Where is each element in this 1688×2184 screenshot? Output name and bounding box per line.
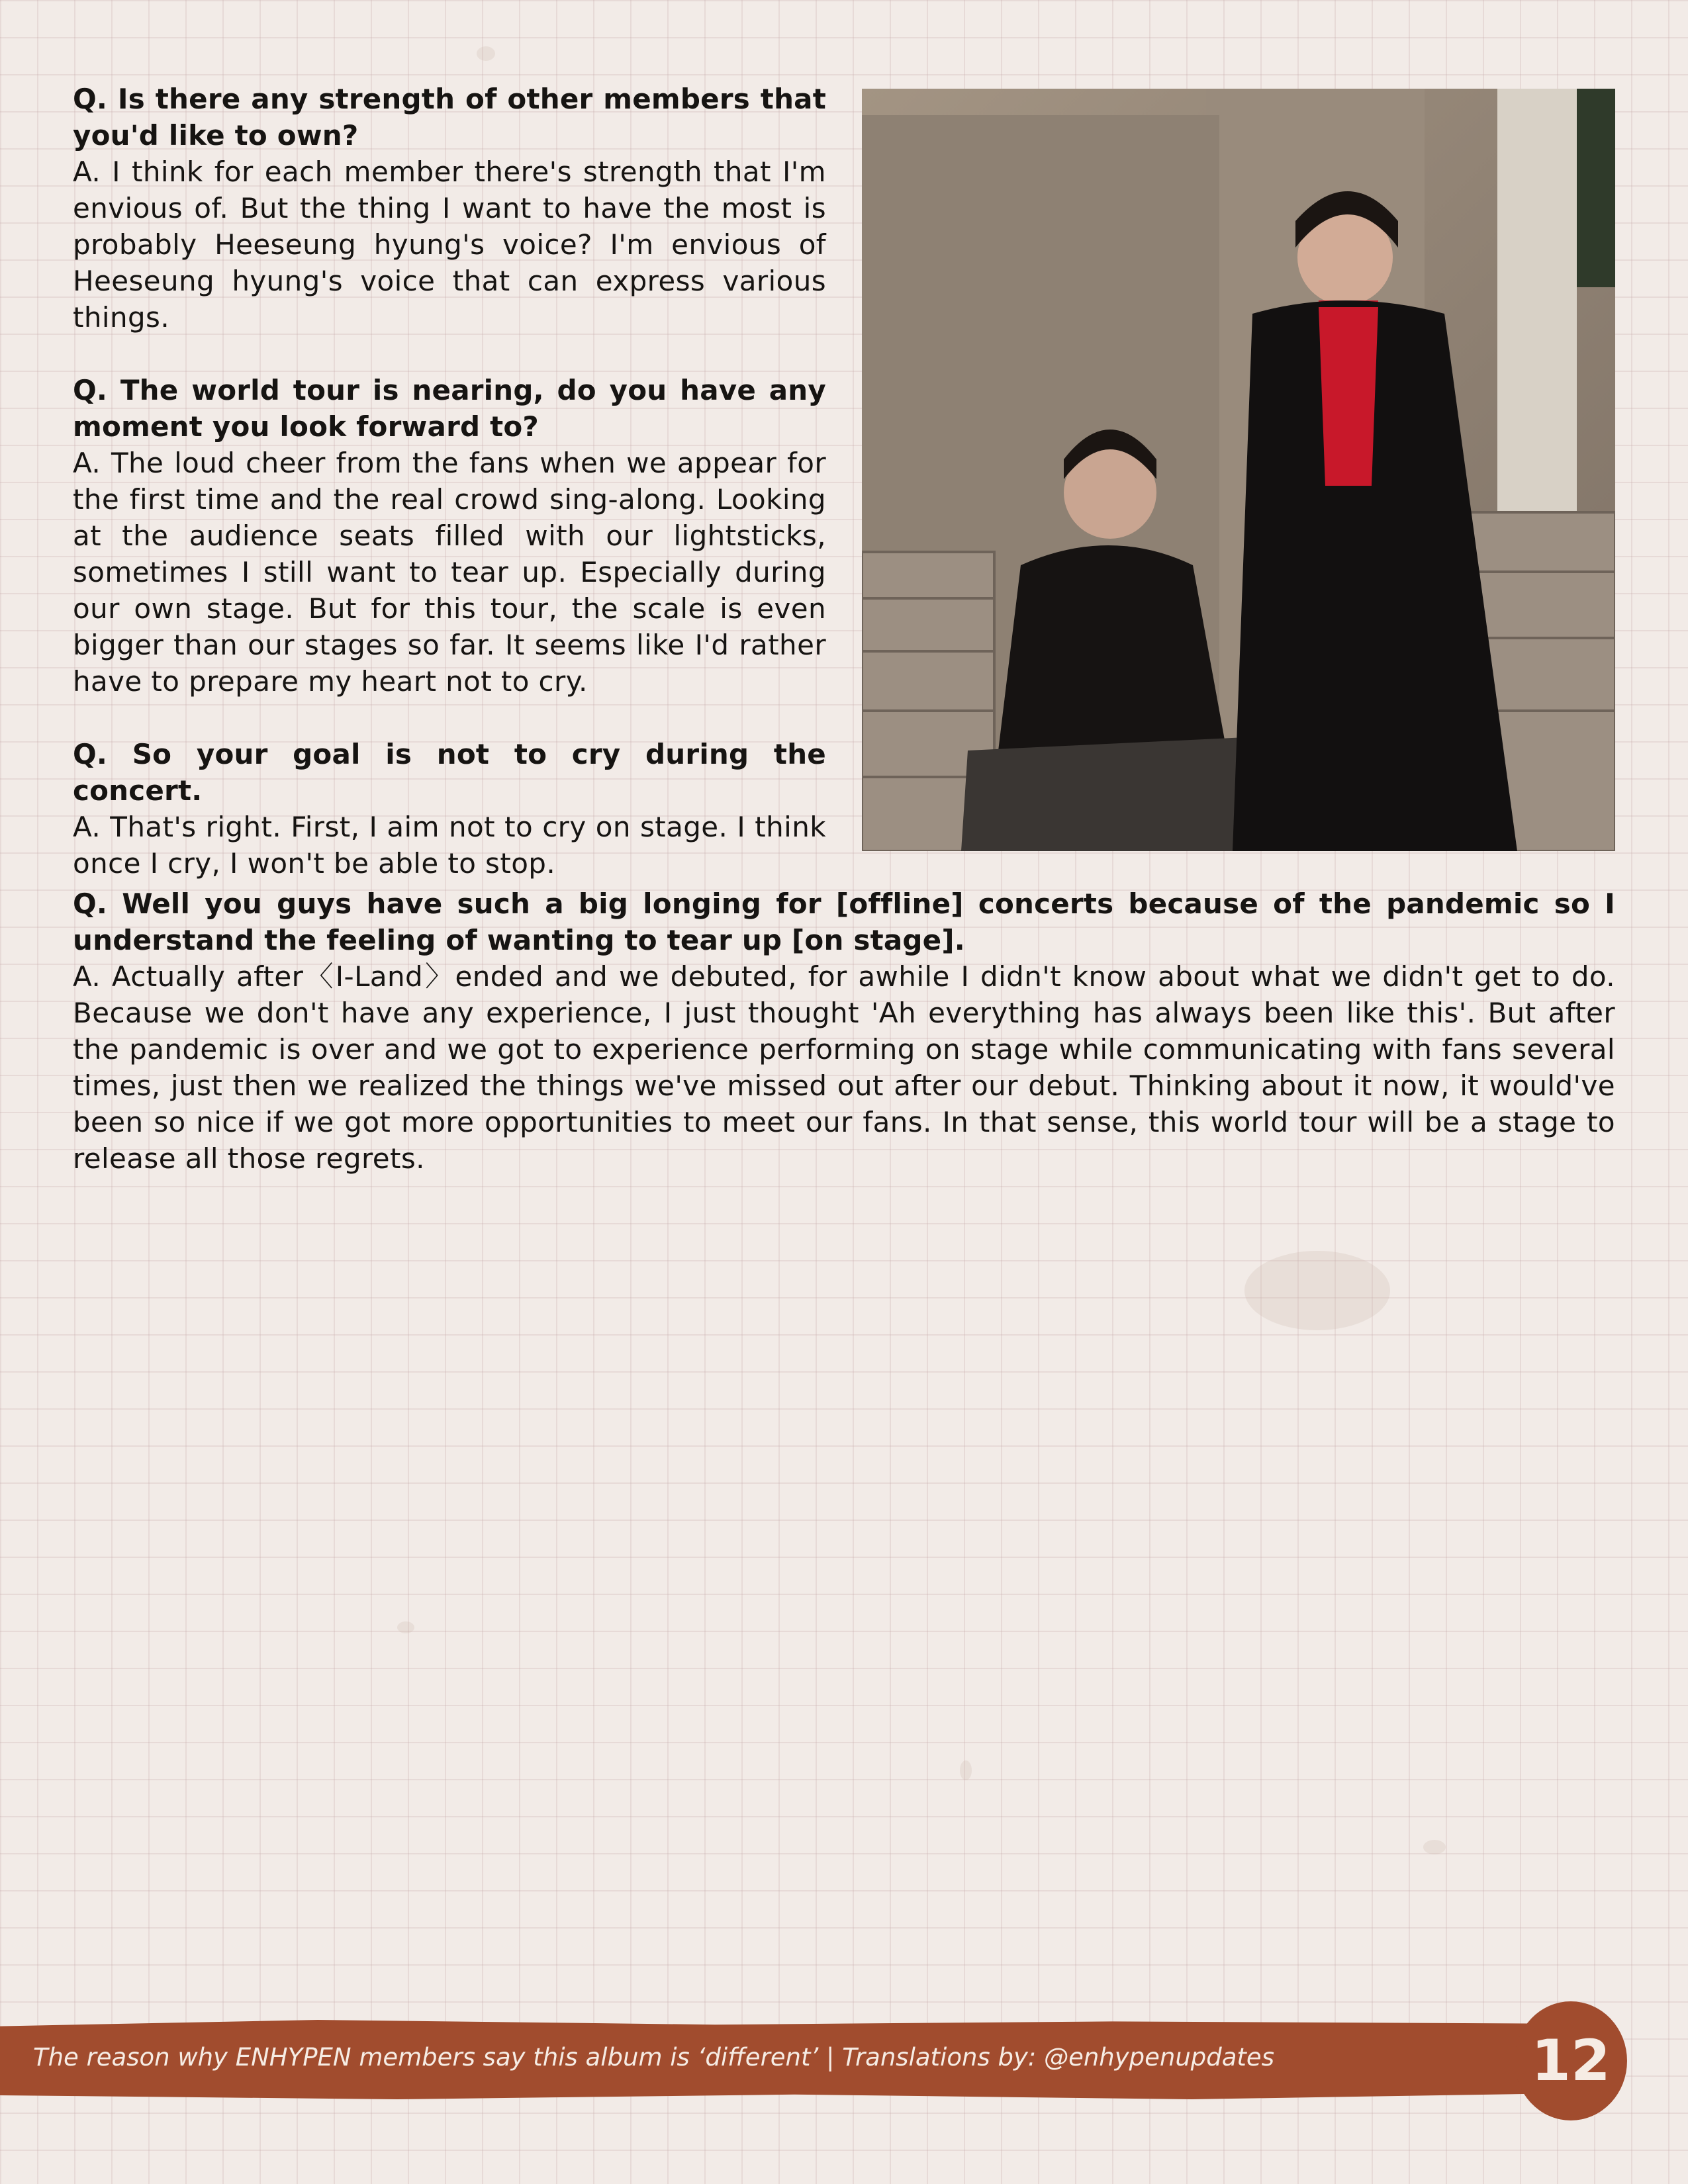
footer-credit: The reason why ENHYPEN members say this album is ‘different’ | Translations by: @enhypenupdates — [33, 2043, 1274, 2071]
answer-text: A. Actually after〈I-Land〉ended and we debuted, for awhile I didn't know about what we didn't get to do. Because we don't have any experience, I just thought 'Ah everything has always been like this'. But after the pandemic is over and we got to experience performing on stage while communicating with fans several times, just then we realized the things we've missed out after our debut. Thinking about it now, it would've been so nice if we got more opportunities to meet our fans. In that sense, this world tour will be a stage to release all those regrets. — [73, 960, 1615, 1175]
member-photo — [862, 89, 1615, 851]
photo-illustration — [862, 89, 1615, 851]
qa-block — [73, 736, 826, 882]
answer-text: A. The loud cheer from the fans when we appear for the first time and the real crowd sing-along. Looking at the audience seats filled with our lightsticks, sometimes I still want to tear up. Especially during our own stage. But for this tour, the scale is even bigger than our stages so far. It seems like I'd rather have to prepare my heart not to cry. — [73, 447, 826, 698]
question-text: Q. So your goal is not to cry during the concert. — [73, 738, 826, 807]
qa-column-left — [73, 81, 826, 918]
qa-block — [73, 81, 826, 336]
paper-stain — [1244, 1251, 1390, 1330]
paper-stain — [477, 46, 495, 61]
qa-full-width — [73, 886, 1615, 1213]
question-text: Q. The world tour is nearing, do you have any moment you look forward to? — [73, 374, 826, 443]
paper-stain — [397, 1621, 414, 1633]
question-text: Q. Well you guys have such a big longing for [offline] concerts because of the pandemic so I understand the feeling of wanting to tear up [on stage]. — [73, 887, 1615, 956]
page-number: 12 — [1531, 2028, 1611, 2094]
answer-text: A. That's right. First, I aim not to cry on stage. I think once I cry, I won't be able to stop. — [73, 811, 826, 880]
qa-block — [73, 372, 826, 700]
paper-stain — [960, 1760, 972, 1780]
answer-text: A. I think for each member there's strength that I'm envious of. But the thing I want to have the most is probably Heeseung hyung's voice? I'm envious of Heeseung hyung's voice that can express various things. — [73, 156, 826, 334]
paper-stain — [1423, 1840, 1446, 1854]
question-text: Q. Is there any strength of other members that you'd like to own? — [73, 83, 826, 152]
